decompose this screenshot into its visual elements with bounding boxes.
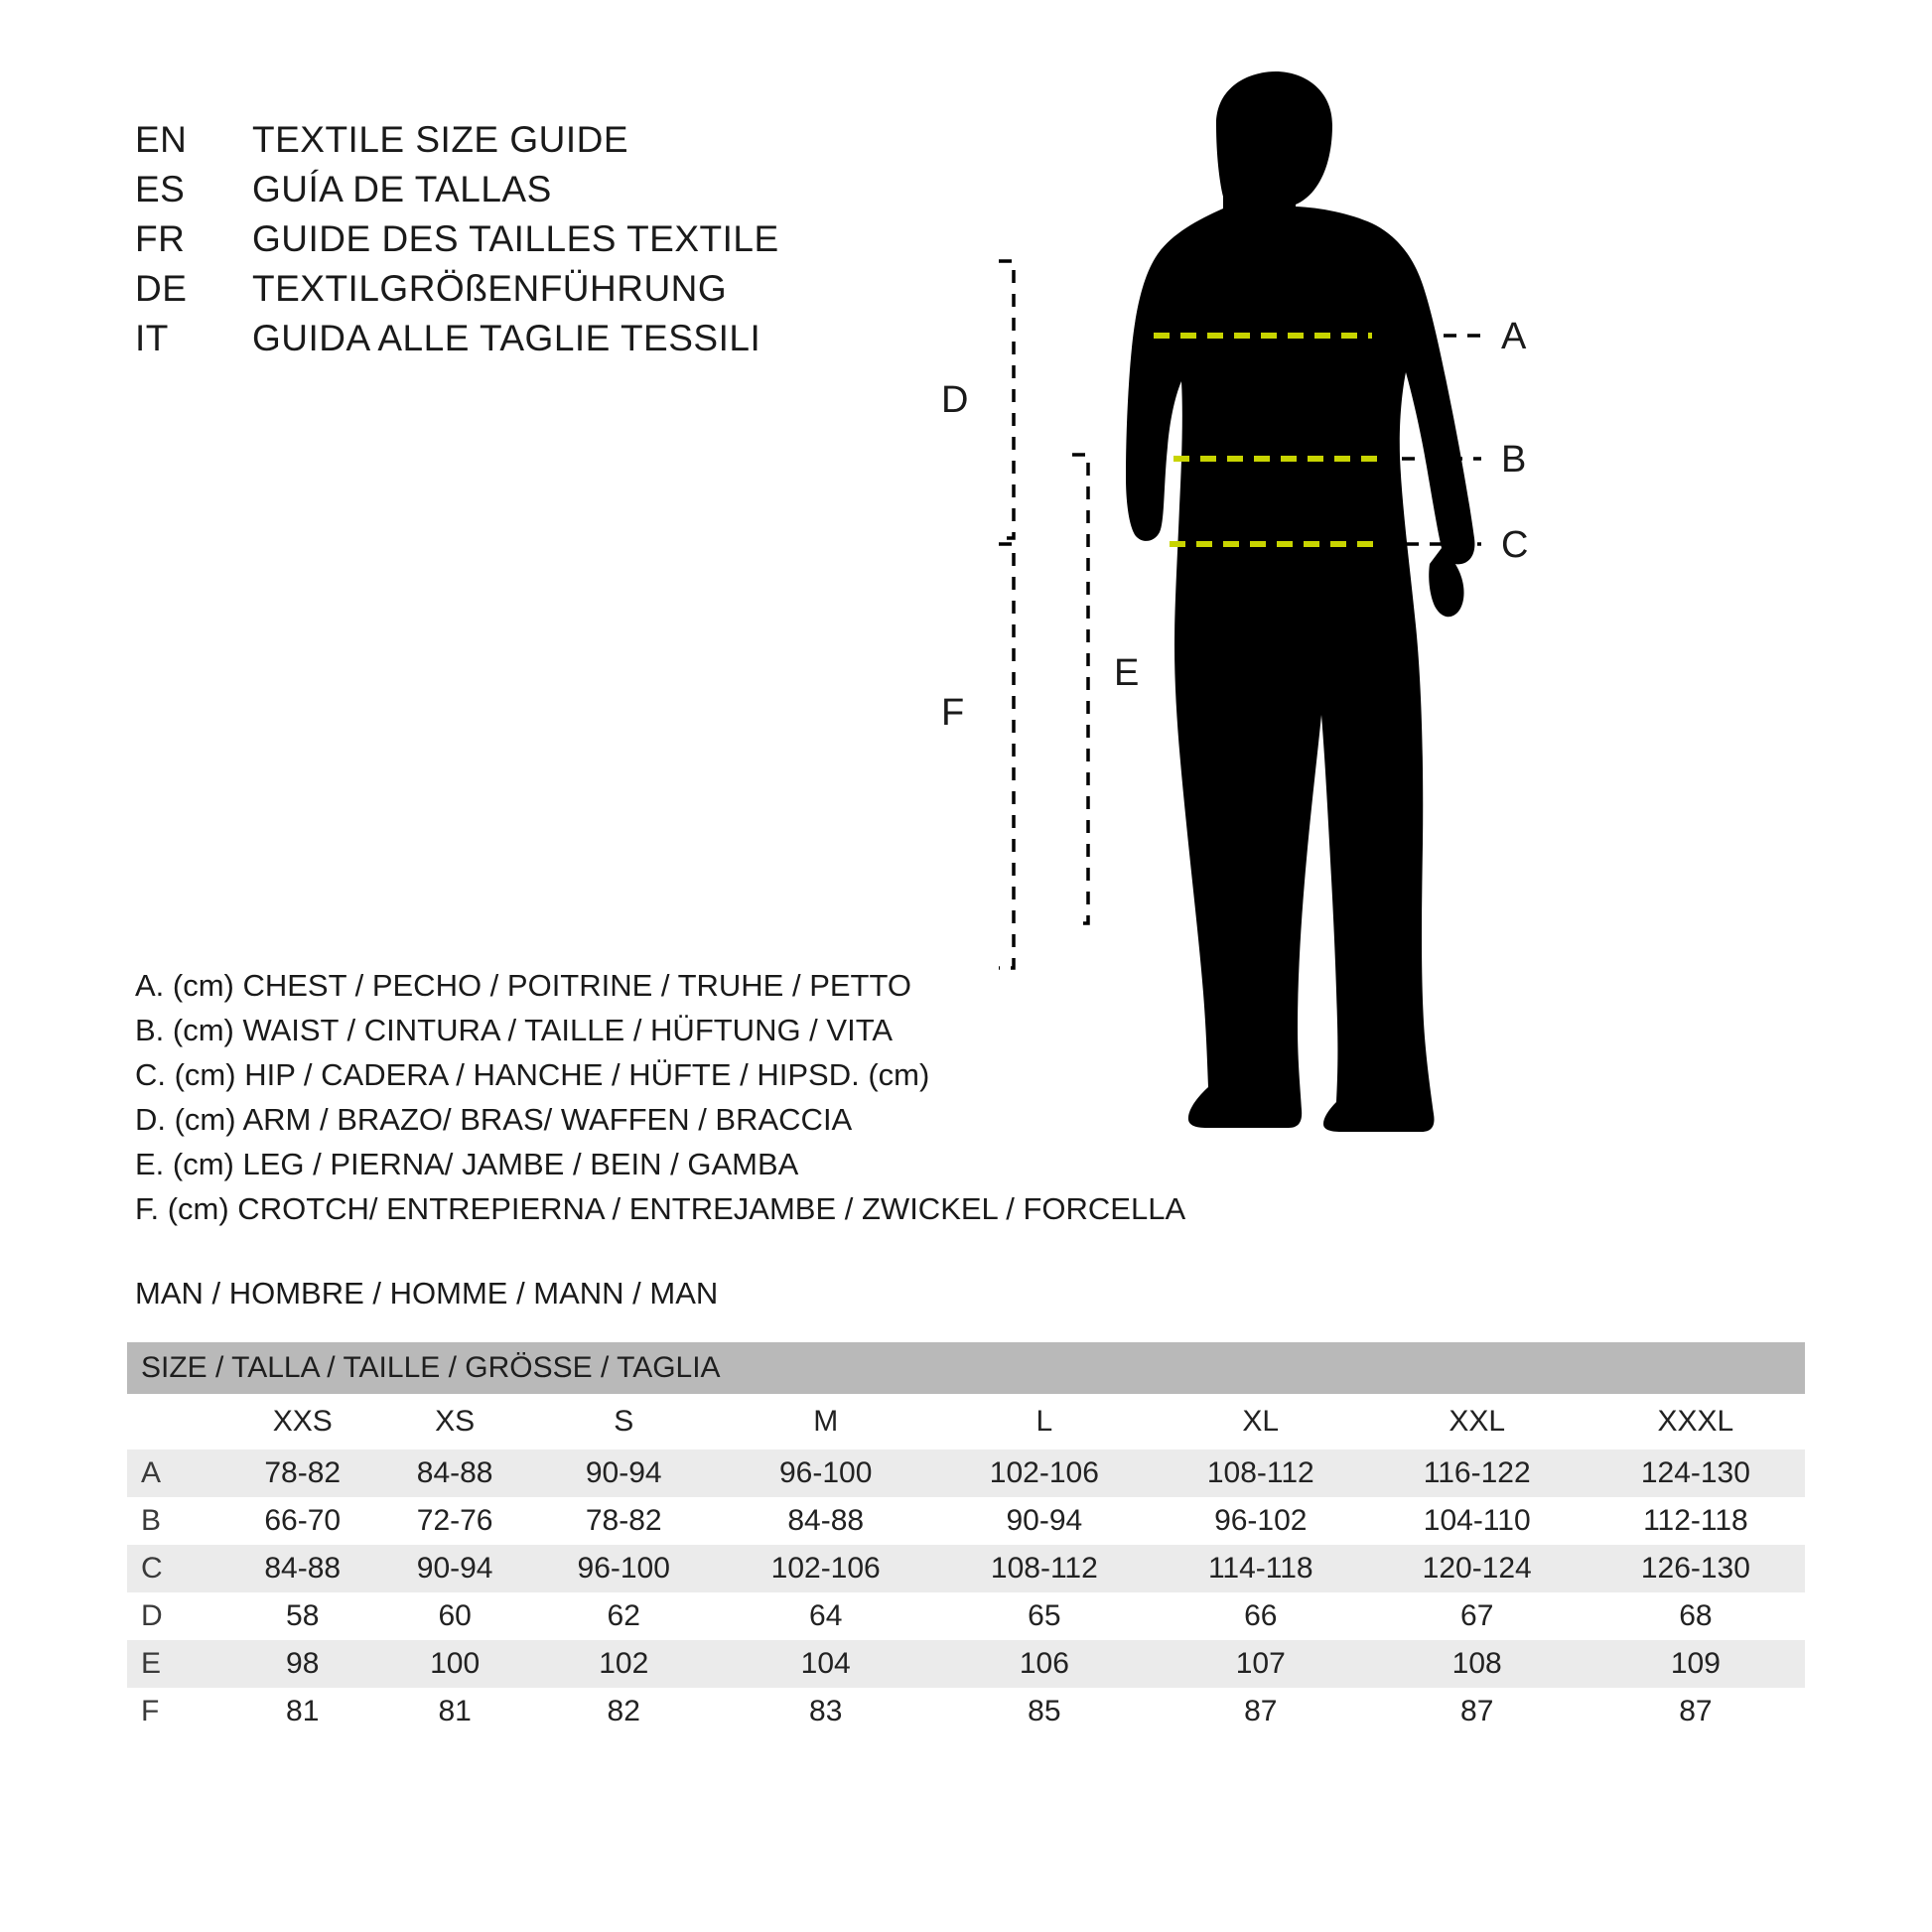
cell-e-l: 106 (935, 1640, 1154, 1688)
title-text-it: GUIDA ALLE TAGLIE TESSILI (252, 318, 761, 358)
callout-label-c: C (1501, 524, 1529, 566)
table-row (127, 1592, 1805, 1640)
dimension-label-d: D (941, 379, 969, 421)
row-label-f: F (127, 1688, 226, 1735)
legend-line-d: D. (cm) ARM / BRAZO/ BRAS/ WAFFEN / BRACCIA (135, 1102, 853, 1137)
cell-c-xs: 90-94 (378, 1545, 530, 1592)
cell-b-s: 78-82 (531, 1497, 717, 1545)
dimension-label-e: E (1114, 652, 1140, 694)
cell-d-xxs: 58 (226, 1592, 378, 1640)
cell-a-l: 102-106 (935, 1449, 1154, 1497)
cell-c-s: 96-100 (531, 1545, 717, 1592)
table-row (127, 1545, 1805, 1592)
size-col-xxs: XXS (226, 1394, 378, 1449)
legend-line-f: F. (cm) CROTCH/ ENTREPIERNA / ENTREJAMBE / ZWICKEL / FORCELLA (135, 1191, 1186, 1226)
cell-f-xxl: 87 (1368, 1688, 1587, 1735)
title-row-es (135, 169, 779, 218)
dimension-label-f: F (941, 692, 965, 734)
title-lang-es: ES (135, 169, 186, 209)
cell-e-xl: 107 (1154, 1640, 1368, 1688)
size-table (127, 1342, 1805, 1735)
cell-a-xxs: 78-82 (226, 1449, 378, 1497)
title-lang-de: DE (135, 268, 188, 309)
cell-d-m: 64 (717, 1592, 935, 1640)
row-label-a: A (127, 1449, 226, 1497)
gender-label: MAN / HOMBRE / HOMME / MANN / MAN (135, 1276, 719, 1311)
dimension-bracket-d (999, 261, 1014, 538)
size-col-xs: XS (378, 1394, 530, 1449)
body-measurement-diagram (941, 69, 1886, 1211)
title-row-fr (135, 218, 779, 268)
cell-a-xs: 84-88 (378, 1449, 530, 1497)
title-lang-fr: FR (135, 218, 186, 259)
cell-f-m: 83 (717, 1688, 935, 1735)
callout-label-b: B (1501, 439, 1527, 481)
cell-c-xxxl: 126-130 (1587, 1545, 1805, 1592)
dimension-bracket-e (1072, 455, 1088, 923)
cell-f-l: 85 (935, 1688, 1154, 1735)
cell-b-xs: 72-76 (378, 1497, 530, 1545)
cell-d-xs: 60 (378, 1592, 530, 1640)
cell-a-xxl: 116-122 (1368, 1449, 1587, 1497)
title-lang-it: IT (135, 318, 169, 358)
title-row-en (135, 119, 779, 169)
man-silhouette-icon (1126, 71, 1474, 1132)
dimension-bracket-f (999, 544, 1014, 968)
table-header-label: SIZE / TALLA / TAILLE / GRÖSSE / TAGLIA (127, 1342, 1805, 1394)
cell-b-xl: 96-102 (1154, 1497, 1368, 1545)
title-text-fr: GUIDE DES TAILLES TEXTILE (252, 218, 779, 259)
table-row (127, 1449, 1805, 1497)
title-lang-en: EN (135, 119, 188, 160)
cell-a-xl: 108-112 (1154, 1449, 1368, 1497)
table-size-row (127, 1394, 1805, 1449)
cell-f-xl: 87 (1154, 1688, 1368, 1735)
cell-c-xxs: 84-88 (226, 1545, 378, 1592)
title-text-es: GUÍA DE TALLAS (252, 169, 552, 209)
table-row (127, 1497, 1805, 1545)
legend-line-b: B. (cm) WAIST / CINTURA / TAILLE / HÜFTUNG / VITA (135, 1013, 894, 1047)
cell-e-xxxl: 109 (1587, 1640, 1805, 1688)
cell-c-xl: 114-118 (1154, 1545, 1368, 1592)
cell-c-m: 102-106 (717, 1545, 935, 1592)
cell-d-l: 65 (935, 1592, 1154, 1640)
legend-line-e: E. (cm) LEG / PIERNA/ JAMBE / BEIN / GAMBA (135, 1147, 799, 1181)
title-block (135, 119, 779, 367)
cell-b-l: 90-94 (935, 1497, 1154, 1545)
cell-a-xxxl: 124-130 (1587, 1449, 1805, 1497)
cell-d-xxl: 67 (1368, 1592, 1587, 1640)
cell-e-xxl: 108 (1368, 1640, 1587, 1688)
cell-b-xxl: 104-110 (1368, 1497, 1587, 1545)
size-col-xxl: XXL (1368, 1394, 1587, 1449)
legend-line-a: A. (cm) CHEST / PECHO / POITRINE / TRUHE / PETTO (135, 968, 911, 1003)
cell-f-xs: 81 (378, 1688, 530, 1735)
title-text-de: TEXTILGRÖßENFÜHRUNG (252, 268, 728, 309)
row-label-d: D (127, 1592, 226, 1640)
cell-e-xxs: 98 (226, 1640, 378, 1688)
cell-b-xxs: 66-70 (226, 1497, 378, 1545)
size-row-corner (127, 1394, 226, 1449)
title-text-en: TEXTILE SIZE GUIDE (252, 119, 629, 160)
size-col-s: S (531, 1394, 717, 1449)
title-row-de (135, 268, 779, 318)
row-label-b: B (127, 1497, 226, 1545)
size-col-l: L (935, 1394, 1154, 1449)
cell-f-xxs: 81 (226, 1688, 378, 1735)
cell-c-xxl: 120-124 (1368, 1545, 1587, 1592)
cell-d-xl: 66 (1154, 1592, 1368, 1640)
cell-f-xxxl: 87 (1587, 1688, 1805, 1735)
row-label-e: E (127, 1640, 226, 1688)
legend-line-c: C. (cm) HIP / CADERA / HANCHE / HÜFTE / HIPSD. (cm) (135, 1057, 930, 1092)
table-header-row (127, 1342, 1805, 1394)
cell-b-xxxl: 112-118 (1587, 1497, 1805, 1545)
title-row-it (135, 318, 779, 367)
table-row (127, 1688, 1805, 1735)
size-col-xl: XL (1154, 1394, 1368, 1449)
cell-e-s: 102 (531, 1640, 717, 1688)
row-label-c: C (127, 1545, 226, 1592)
cell-c-l: 108-112 (935, 1545, 1154, 1592)
cell-b-m: 84-88 (717, 1497, 935, 1545)
cell-e-m: 104 (717, 1640, 935, 1688)
table-row (127, 1640, 1805, 1688)
size-col-m: M (717, 1394, 935, 1449)
size-col-xxxl: XXXL (1587, 1394, 1805, 1449)
cell-a-s: 90-94 (531, 1449, 717, 1497)
cell-a-m: 96-100 (717, 1449, 935, 1497)
cell-d-s: 62 (531, 1592, 717, 1640)
cell-d-xxxl: 68 (1587, 1592, 1805, 1640)
callout-label-a: A (1501, 316, 1527, 357)
cell-f-s: 82 (531, 1688, 717, 1735)
cell-e-xs: 100 (378, 1640, 530, 1688)
